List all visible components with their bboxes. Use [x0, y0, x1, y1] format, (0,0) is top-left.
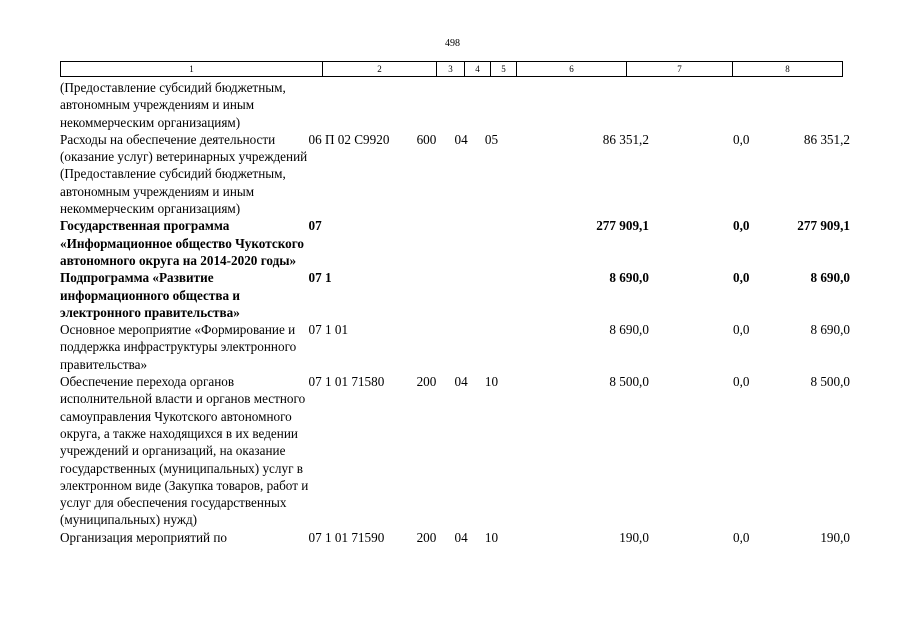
row-value-6: 8 690,0 — [609, 322, 649, 338]
row-value-7: 0,0 — [732, 322, 750, 338]
row-value-7: 0,0 — [732, 374, 750, 390]
header-col-2: 2 — [323, 62, 437, 76]
row-value-6: 277 909,1 — [596, 218, 649, 234]
row-value-7: 0,0 — [732, 131, 750, 147]
table-row — [60, 217, 850, 269]
row-pr — [485, 217, 532, 269]
row-rz: 04 — [454, 374, 468, 390]
row-value-6: 8 500,0 — [609, 374, 649, 390]
row-code: 07 1 — [308, 270, 332, 286]
header-col-7: 7 — [627, 62, 733, 76]
row-code — [308, 79, 416, 131]
row-rz — [455, 269, 485, 321]
row-rz — [455, 217, 485, 269]
row-value-7: 0,0 — [732, 218, 750, 234]
row-rz — [455, 321, 485, 373]
table-header — [60, 61, 843, 77]
row-value-6: 190,0 — [619, 529, 649, 545]
row-pr: 05 — [484, 131, 499, 147]
row-pr — [485, 321, 532, 373]
page-number: 498 — [445, 38, 460, 49]
row-value-6: 86 351,2 — [602, 131, 649, 147]
row-name: Основное мероприятие «Формирование и поддержка инфраструктуры электронного правительства» — [60, 322, 297, 372]
row-code: 07 1 01 71580 — [308, 374, 385, 390]
table-row — [60, 373, 850, 529]
row-rz — [455, 79, 485, 131]
row-value-6: 8 690,0 — [609, 270, 649, 286]
row-vr — [417, 269, 455, 321]
row-value-6 — [532, 79, 649, 131]
row-pr — [485, 269, 532, 321]
row-value-7 — [649, 79, 750, 131]
row-value-8: 86 351,2 — [803, 131, 850, 147]
row-name: (Предоставление субсидий бюджетным, автономным учреждениям и иным некоммерческим организациям) — [60, 80, 286, 130]
table-row — [60, 131, 850, 217]
row-value-7: 0,0 — [732, 270, 750, 286]
row-value-8: 190,0 — [820, 529, 850, 545]
row-code: 07 1 01 71590 — [308, 529, 385, 545]
row-vr: 200 — [416, 529, 437, 545]
row-name: Подпрограмма «Развитие информационного общества и электронного правительства» — [60, 270, 240, 320]
table-row — [60, 529, 850, 546]
row-pr: 10 — [484, 374, 499, 390]
row-vr — [417, 217, 455, 269]
row-value-8: 8 500,0 — [810, 374, 850, 390]
table-row — [60, 321, 850, 373]
row-vr — [417, 321, 455, 373]
header-col-1: 1 — [61, 62, 323, 76]
row-name: Организация мероприятий по — [60, 529, 228, 545]
row-code: 07 1 01 — [308, 322, 349, 338]
row-value-8: 277 909,1 — [797, 218, 850, 234]
table-body — [60, 79, 850, 546]
header-col-4: 4 — [465, 62, 491, 76]
row-name: Расходы на обеспечение деятельности (оказание услуг) ветеринарных учреждений (Предоставление субсидий бюджетным, автономным учреждениям и иным некоммерческим организациям) — [60, 131, 308, 217]
table-row — [60, 79, 850, 131]
row-pr: 10 — [484, 529, 499, 545]
row-rz: 04 — [454, 529, 468, 545]
row-vr: 600 — [416, 131, 437, 147]
row-value-8: 8 690,0 — [810, 270, 850, 286]
row-value-7: 0,0 — [732, 529, 750, 545]
row-value-8 — [749, 79, 850, 131]
row-code: 07 — [308, 218, 322, 234]
row-code: 06 П 02 С9920 — [308, 131, 390, 147]
header-col-3: 3 — [437, 62, 465, 76]
table-row — [60, 269, 850, 321]
header-col-5: 5 — [491, 62, 517, 76]
row-name: Государственная программа «Информационное общество Чукотского автономного округа на 2014-2020 годы» — [60, 218, 304, 268]
header-col-8: 8 — [733, 62, 843, 76]
row-vr — [417, 79, 455, 131]
row-rz: 04 — [454, 131, 468, 147]
row-vr: 200 — [416, 374, 437, 390]
row-name: Обеспечение перехода органов исполнительной власти и органов местного самоуправления Чукотского автономного округа, а также находящихся в их ведении учреждений и организаций, на оказание государственных (муниципальных) услуг в электронном виде (Закупка товаров, работ и услуг для обеспечения государственных (муниципальных) нужд) — [60, 374, 309, 528]
row-value-8: 8 690,0 — [810, 322, 850, 338]
row-pr — [485, 79, 532, 131]
header-col-6: 6 — [517, 62, 627, 76]
